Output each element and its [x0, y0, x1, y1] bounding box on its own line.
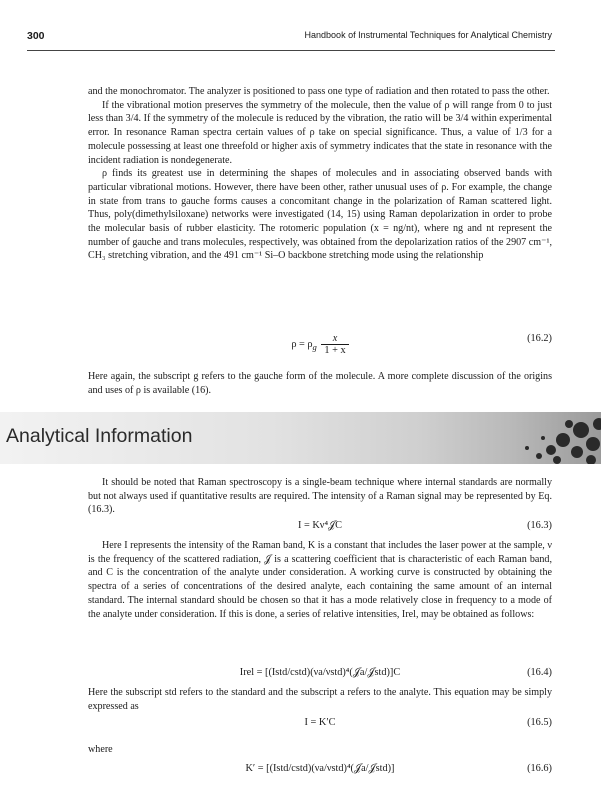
- equation-16-2: [88, 333, 552, 356]
- eq-16-6-number: (16.6): [527, 763, 552, 774]
- eq-16-5-number: (16.5): [527, 717, 552, 728]
- paragraph-single-beam: It should be noted that Raman spectroscopy is a single-beam technique where internal standards are normally but not always used if quantitative results are required. The intensity of a Raman signal may be represented by Eq. (16.3).: [88, 477, 552, 516]
- analytical-text-2: [88, 539, 552, 621]
- paragraph-rho-uses: ρ finds its greatest use in determining the shapes of molecules and in associating observed bands with particular vibrational motions. However, there have been other, rather unusual uses of ρ. For example, the change in state from trans to gauche forms causes a concomitant change in the polarization of Raman scattered light. Thus, poly(dimethylsiloxane) networks were investigated (14, 15) using Raman depolarization in order to probe the molecular basis of rubber elasticity. The rotomeric population (x = ng/nt), where ng and nt represent the number of gauche and trans molecules, respectively, was obtained from the depolarization ratios of the 2907 cm⁻¹, CH₃ stretching vibration, and the 491 cm⁻¹ Si–O backbone stretching mode using the relationship: [88, 168, 552, 262]
- where-line: [88, 743, 552, 757]
- analytical-text-1: [88, 476, 552, 517]
- running-title: Handbook of Instrumental Techniques for Analytical Chemistry: [304, 30, 552, 40]
- eq-16-2-lhs: ρ = ρ: [291, 338, 313, 350]
- eq-16-3-expression: I = Kν⁴𝒥C: [297, 520, 343, 531]
- section-banner: [0, 412, 601, 464]
- equation-16-5: [88, 717, 552, 733]
- paragraph-continuation: and the monochromator. The analyzer is positioned to pass one type of radiation and then rotated to pass the other.: [88, 86, 550, 97]
- equation-16-6: [88, 763, 552, 779]
- eq-16-4-expression: Irel = [(Istd/cstd)(νa/νstd)⁴(𝒥a/𝒥std)]C: [239, 667, 401, 678]
- eq-16-4-number: (16.4): [527, 667, 552, 678]
- where-label: where: [88, 744, 113, 755]
- top-text-block: [88, 85, 552, 263]
- discussion-paragraph: [88, 370, 552, 397]
- eq-16-6-expression: K′ = [(Istd/cstd)(νa/νstd)⁴(𝒥a/𝒥std)]: [245, 763, 395, 774]
- paragraph-gauche: Here again, the subscript g refers to the gauche form of the molecule. A more complete discussion of the origins and uses of ρ is available (16).: [88, 371, 552, 396]
- eq-16-2-numerator: x: [321, 333, 348, 345]
- eq-16-2-denominator: 1 + x: [324, 345, 346, 356]
- banner-texture-graphic: [431, 412, 601, 464]
- equation-16-3: [88, 520, 552, 536]
- paragraph-subscripts: Here the subscript std refers to the standard and the subscript a refers to the analyte. This equation may be simply expressed as: [88, 687, 552, 712]
- eq-16-3-number: (16.3): [527, 520, 552, 531]
- eq-16-2-fraction: [321, 333, 348, 356]
- analytical-text-3: [88, 686, 552, 713]
- header-rule: [27, 50, 555, 51]
- eq-16-2-subscript: g: [312, 341, 317, 352]
- paragraph-intensity: Here I represents the intensity of the Raman band, K is a constant that includes the laser power at the sample, ν is the frequency of the scattered radiation, 𝒥 is a scattering coefficient that is characteristic of each Raman band, and C is the concentration of the analyte under consideration. A working curve is constructed by obtaining the spectra of a series of concentrations of the desired analyte, each containing the same amount of an internal standard. The internal standard should be chosen so that it has a mode relatively close in frequency to a mode of the analyte under consideration. If this is done, a series of relative intensities, Irel, may be obtained as follows:: [88, 540, 552, 620]
- section-title: Analytical Information: [6, 425, 193, 447]
- paragraph-symmetry: If the vibrational motion preserves the symmetry of the molecule, then the value of ρ will range from 0 to just less than 3/4. If the symmetry of the molecule is reduced by the vibration, the ratio will be 3/4 within experimental error. In resonance Raman spectra certain values of ρ take on special significance. Thus, a value of 1/3 for a molecule possessing at least one threefold or higher axis of symmetry indicates that the state in resonance with the incident radiation is nondegenerate.: [88, 99, 552, 166]
- page-number: 300: [27, 30, 45, 42]
- equation-16-4: [88, 667, 552, 683]
- eq-16-5-expression: I = K′C: [304, 717, 336, 728]
- eq-16-2-number: (16.2): [527, 333, 552, 344]
- page-header: [0, 30, 601, 50]
